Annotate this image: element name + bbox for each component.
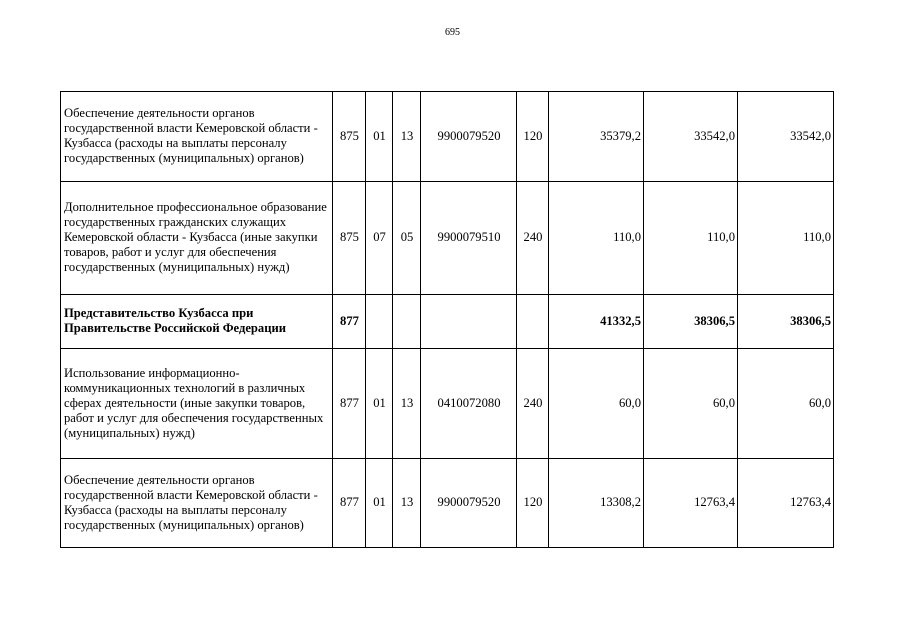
row-name: Обеспечение деятельности органов государственной власти Кемеровской области - Кузбасса (расходы на выплаты персоналу государственных (муниципальных) органов) xyxy=(61,459,333,548)
budget-table xyxy=(60,91,834,548)
sum-year-3: 110,0 xyxy=(738,182,834,295)
sum-year-2: 38306,5 xyxy=(644,295,738,349)
sum-year-2: 33542,0 xyxy=(644,92,738,182)
section-code: 07 xyxy=(366,182,393,295)
ved-code: 877 xyxy=(333,459,366,548)
ved-code: 875 xyxy=(333,92,366,182)
target-article-code: 0410072080 xyxy=(421,349,517,459)
expense-type-code: 120 xyxy=(517,92,549,182)
sum-year-1: 35379,2 xyxy=(549,92,644,182)
sum-year-3: 33542,0 xyxy=(738,92,834,182)
section-code: 01 xyxy=(366,349,393,459)
sum-year-1: 60,0 xyxy=(549,349,644,459)
table-row xyxy=(61,182,834,295)
ved-code: 877 xyxy=(333,295,366,349)
expense-type-code: 240 xyxy=(517,349,549,459)
section-code: 01 xyxy=(366,459,393,548)
target-article-code xyxy=(421,295,517,349)
sum-year-1: 41332,5 xyxy=(549,295,644,349)
expense-type-code xyxy=(517,295,549,349)
section-code xyxy=(366,295,393,349)
table-row xyxy=(61,295,834,349)
ved-code: 875 xyxy=(333,182,366,295)
row-name: Использование информационно-коммуникационных технологий в различных сферах деятельности (иные закупки товаров, работ и услуг для обеспечения государственных (муниципальных) нужд) xyxy=(61,349,333,459)
row-name: Обеспечение деятельности органов государственной власти Кемеровской области - Кузбасса (расходы на выплаты персоналу государственных (муниципальных) органов) xyxy=(61,92,333,182)
subsection-code xyxy=(393,295,421,349)
sum-year-2: 60,0 xyxy=(644,349,738,459)
table-row xyxy=(61,349,834,459)
section-code: 01 xyxy=(366,92,393,182)
subsection-code: 13 xyxy=(393,92,421,182)
row-name: Представительство Кузбасса при Правительстве Российской Федерации xyxy=(61,295,333,349)
sum-year-2: 12763,4 xyxy=(644,459,738,548)
expense-type-code: 120 xyxy=(517,459,549,548)
table-row xyxy=(61,459,834,548)
target-article-code: 9900079520 xyxy=(421,92,517,182)
page-number: 695 xyxy=(445,27,460,38)
sum-year-3: 38306,5 xyxy=(738,295,834,349)
target-article-code: 9900079510 xyxy=(421,182,517,295)
table-row xyxy=(61,92,834,182)
subsection-code: 13 xyxy=(393,349,421,459)
sum-year-2: 110,0 xyxy=(644,182,738,295)
sum-year-1: 110,0 xyxy=(549,182,644,295)
subsection-code: 13 xyxy=(393,459,421,548)
row-name: Дополнительное профессиональное образование государственных гражданских служащих Кемеровской области - Кузбасса (иные закупки товаров, работ и услуг для обеспечения государственных (муниципальных) нужд) xyxy=(61,182,333,295)
sum-year-3: 12763,4 xyxy=(738,459,834,548)
sum-year-3: 60,0 xyxy=(738,349,834,459)
target-article-code: 9900079520 xyxy=(421,459,517,548)
ved-code: 877 xyxy=(333,349,366,459)
sum-year-1: 13308,2 xyxy=(549,459,644,548)
subsection-code: 05 xyxy=(393,182,421,295)
expense-type-code: 240 xyxy=(517,182,549,295)
